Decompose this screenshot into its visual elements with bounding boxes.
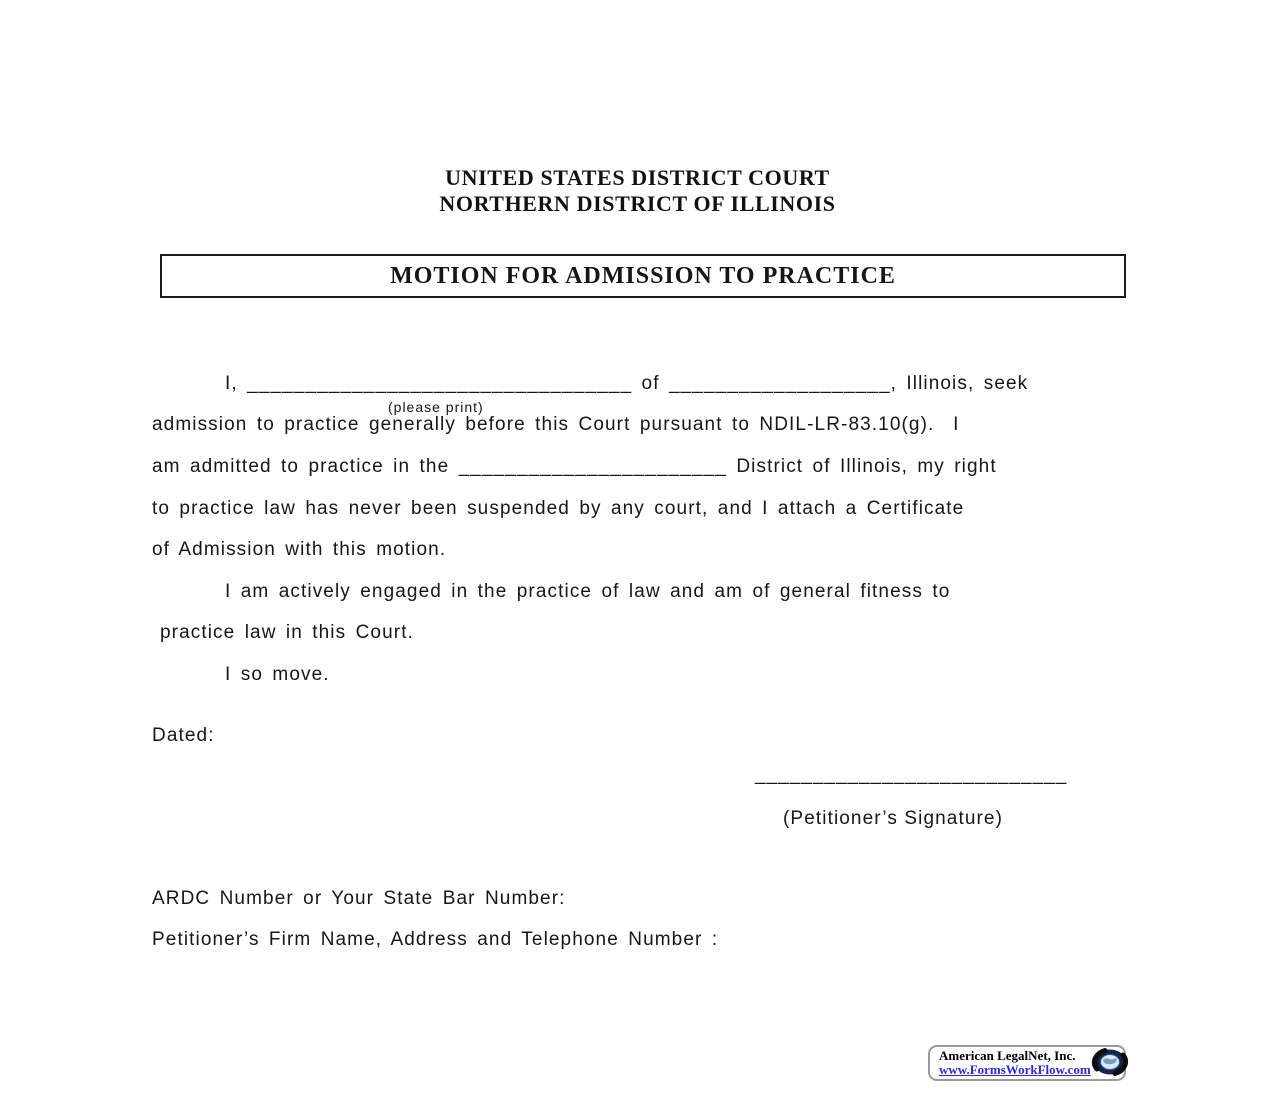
legalnet-company-name: American LegalNet, Inc.: [939, 1048, 1076, 1063]
body-line-3: am admitted to practice in the _______________________ District of Illinois, my right: [152, 456, 997, 477]
body-line-4: to practice law has never been suspended by any court, and I attach a Certificate: [152, 498, 965, 519]
please-print-label: (please print): [388, 399, 484, 415]
signature-line: ___________________________: [755, 764, 1068, 785]
court-name: UNITED STATES DISTRICT COURT: [445, 165, 830, 190]
firm-info-label: Petitioner’s Firm Name, Address and Telephone Number :: [152, 929, 719, 950]
formsworkflow-link[interactable]: www.FormsWorkFlow.com: [939, 1062, 1091, 1077]
body-line-8: I so move.: [225, 664, 330, 685]
court-district: NORTHERN DISTRICT OF ILLINOIS: [439, 191, 836, 216]
legalnet-badge-text: [939, 1049, 1091, 1077]
legalnet-badge: [928, 1045, 1126, 1081]
legalnet-globe-logo-icon: [1091, 1047, 1129, 1079]
dated-label: Dated:: [152, 725, 215, 746]
body-line-2: admission to practice generally before this Court pursuant to NDIL-LR-83.10(g). I: [152, 414, 960, 435]
document-title: MOTION FOR ADMISSION TO PRACTICE: [390, 262, 896, 289]
body-line-6: I am actively engaged in the practice of law and am of general fitness to: [225, 581, 951, 602]
body-line-opening: I, _________________________________ of ___________________, Illinois, seek: [225, 373, 1029, 394]
body-line-5: of Admission with this motion.: [152, 539, 447, 560]
signature-caption: (Petitioner’s Signature): [783, 808, 1004, 829]
court-header: [0, 165, 1275, 217]
document-title-box: [160, 254, 1126, 298]
body-line-7: practice law in this Court.: [160, 622, 414, 643]
ardc-number-label: ARDC Number or Your State Bar Number:: [152, 888, 566, 909]
